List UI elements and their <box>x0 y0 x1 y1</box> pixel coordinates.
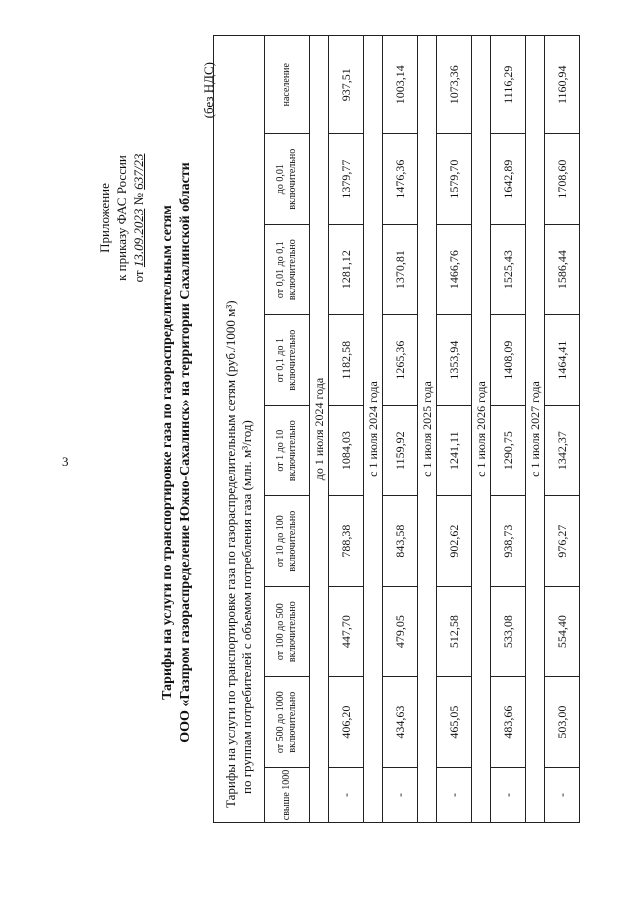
tariff-value-cell: 512,58 <box>437 586 472 677</box>
order-date: 13.09.2023 <box>131 208 146 268</box>
appendix-header <box>96 138 147 298</box>
appendix-order-ref: к приказу ФАС России <box>114 155 129 281</box>
tariff-table <box>213 35 580 823</box>
tariff-value-cell: 406,20 <box>329 677 364 768</box>
period-row <box>526 36 545 823</box>
tariff-value-cell: 554,40 <box>545 586 580 677</box>
tariff-value-cell: 465,05 <box>437 677 472 768</box>
appendix-label: Приложение <box>97 183 112 253</box>
tariff-value-cell: 1408,09 <box>491 315 526 406</box>
period-label: с 1 июля 2027 года <box>526 36 545 823</box>
period-label: с 1 июля 2026 года <box>472 36 491 823</box>
period-row <box>472 36 491 823</box>
tariff-table-body <box>214 36 580 823</box>
tariff-value-cell: 434,63 <box>383 677 418 768</box>
column-header: от 10 до 100 включительно <box>265 496 310 587</box>
page-number: 3 <box>62 454 69 469</box>
tariff-value-cell: 447,70 <box>329 586 364 677</box>
tariff-value-cell: 479,05 <box>383 586 418 677</box>
tariff-value-cell: 1466,76 <box>437 224 472 315</box>
tariff-value-cell: - <box>329 767 364 822</box>
column-header: от 1 до 10 включительно <box>265 405 310 496</box>
document-title-line-2: ООО «Газпром газораспределение Южно-Сахалинск» на территории Сахалинской области <box>178 162 193 743</box>
tariff-value-cell: 1281,12 <box>329 224 364 315</box>
tariff-value-cell: 1708,60 <box>545 134 580 225</box>
tariff-values-row <box>545 36 580 823</box>
order-number: 637/23 <box>131 153 146 190</box>
tariff-values-row <box>491 36 526 823</box>
tariff-values-row <box>329 36 364 823</box>
period-row <box>310 36 329 823</box>
tariff-value-cell: 1084,03 <box>329 405 364 496</box>
column-header: от 0,01 до 0,1 включительно <box>265 224 310 315</box>
tariff-value-cell: - <box>491 767 526 822</box>
tariff-value-cell: 1290,75 <box>491 405 526 496</box>
column-header-row <box>265 36 310 823</box>
table-caption-row <box>214 36 265 823</box>
tariff-value-cell: 1182,58 <box>329 315 364 406</box>
tariff-value-cell: 843,58 <box>383 496 418 587</box>
appendix-order-date-number <box>130 138 147 298</box>
tariff-value-cell: 976,27 <box>545 496 580 587</box>
tariff-value-cell: - <box>545 767 580 822</box>
vat-note: (без НДС) <box>201 62 216 119</box>
tariff-value-cell: 483,66 <box>491 677 526 768</box>
tariff-value-cell: 1379,77 <box>329 134 364 225</box>
tariff-value-cell: - <box>383 767 418 822</box>
table-caption-line-2: по группам потребителей с объемом потребления газа (млн. м³/год) <box>239 420 254 794</box>
tariff-value-cell: 533,08 <box>491 586 526 677</box>
tariff-value-cell: 1579,70 <box>437 134 472 225</box>
column-header: от 500 до 1000 включительно <box>265 677 310 768</box>
order-date-prefix: от <box>131 270 146 283</box>
tariff-value-cell: 1241,11 <box>437 405 472 496</box>
period-row <box>364 36 383 823</box>
column-header: до 0,01 включительно <box>265 134 310 225</box>
tariff-value-cell: 1586,44 <box>545 224 580 315</box>
tariff-value-cell: 937,51 <box>329 36 364 134</box>
column-header: свыше 1000 <box>265 767 310 822</box>
tariff-value-cell: 1642,89 <box>491 134 526 225</box>
table-caption <box>214 36 265 823</box>
period-label: до 1 июля 2024 года <box>310 36 329 823</box>
tariff-values-row <box>437 36 472 823</box>
tariff-value-cell: 1370,81 <box>383 224 418 315</box>
table-caption-line-1: Тарифы на услуги по транспортировке газа по газораспределительным сетям (руб./1000 м³) <box>223 300 238 808</box>
tariff-value-cell: 1160,94 <box>545 36 580 134</box>
tariff-value-cell: 1525,43 <box>491 224 526 315</box>
tariff-value-cell: 1003,14 <box>383 36 418 134</box>
column-header: от 0,1 до 1 включительно <box>265 315 310 406</box>
tariff-value-cell: 1159,92 <box>383 405 418 496</box>
document-title-line-1: Тарифы на услуги по транспортировке газа по газораспределительным сетям <box>160 205 175 700</box>
tariff-value-cell: 1476,36 <box>383 134 418 225</box>
tariff-value-cell: 503,00 <box>545 677 580 768</box>
tariff-value-cell: 1342,37 <box>545 405 580 496</box>
column-header: от 100 до 500 включительно <box>265 586 310 677</box>
tariff-value-cell: 1265,36 <box>383 315 418 406</box>
period-row <box>418 36 437 823</box>
order-number-prefix: № <box>131 192 146 206</box>
tariff-value-cell: 1464,41 <box>545 315 580 406</box>
period-label: с 1 июля 2025 года <box>418 36 437 823</box>
tariff-value-cell: - <box>437 767 472 822</box>
tariff-values-row <box>383 36 418 823</box>
period-label: с 1 июля 2024 года <box>364 36 383 823</box>
tariff-value-cell: 938,73 <box>491 496 526 587</box>
tariff-value-cell: 1116,29 <box>491 36 526 134</box>
tariff-value-cell: 788,38 <box>329 496 364 587</box>
tariff-value-cell: 1073,36 <box>437 36 472 134</box>
tariff-value-cell: 1353,94 <box>437 315 472 406</box>
column-header: население <box>265 36 310 134</box>
tariff-value-cell: 902,62 <box>437 496 472 587</box>
